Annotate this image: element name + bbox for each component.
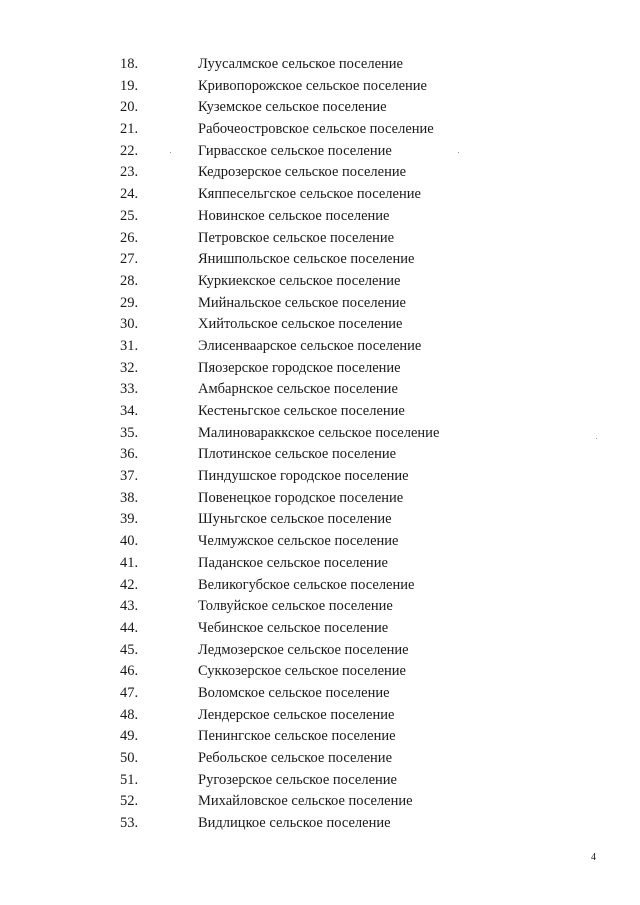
list-item	[0, 228, 640, 250]
list-item	[0, 466, 640, 488]
settlement-name: Великогубское сельское поселение	[198, 576, 415, 593]
item-number: 37.	[120, 468, 139, 485]
scan-speck	[170, 152, 171, 153]
list-item	[0, 423, 640, 445]
settlement-name: Плотинское сельское поселение	[198, 446, 397, 463]
list-item	[0, 488, 640, 510]
item-number: 23.	[120, 164, 139, 181]
settlement-name: Петровское сельское поселение	[198, 229, 395, 246]
item-number: 21.	[120, 121, 139, 138]
settlement-name: Видлицкое сельское поселение	[198, 815, 391, 832]
item-number: 28.	[120, 272, 139, 289]
settlement-name: Челмужское сельское поселение	[198, 533, 399, 550]
list-item	[0, 531, 640, 553]
item-number: 22.	[120, 142, 139, 159]
settlement-name: Кедрозерское сельское поселение	[198, 164, 407, 181]
list-item	[0, 54, 640, 76]
settlement-name: Суккозерское сельское поселение	[198, 663, 406, 680]
settlement-name: Ледмозерское сельское поселение	[198, 641, 409, 658]
list-item	[0, 661, 640, 683]
settlement-name: Мийнальское сельское поселение	[198, 294, 406, 311]
settlement-name: Хийтольское сельское поселение	[198, 316, 403, 333]
scan-speck	[596, 438, 597, 439]
item-number: 46.	[120, 663, 139, 680]
list-item	[0, 97, 640, 119]
item-number: 24.	[120, 186, 139, 203]
item-number: 34.	[120, 403, 139, 419]
list-item	[0, 184, 640, 206]
settlement-name: Элисенваарское сельское поселение	[198, 337, 422, 354]
item-number: 25.	[120, 207, 139, 224]
item-number: 52.	[120, 793, 139, 810]
list-item	[0, 141, 640, 163]
list-item	[0, 705, 640, 727]
settlement-name: Кяппесельгское сельское поселение	[198, 186, 421, 203]
list-item	[0, 813, 640, 835]
list-item	[0, 249, 640, 271]
settlement-name: Новинское сельское поселение	[198, 207, 390, 224]
item-number: 53.	[120, 815, 139, 832]
settlement-name: Шуньгское сельское поселение	[198, 511, 392, 528]
list-item	[0, 618, 640, 640]
item-number: 45.	[120, 641, 139, 658]
settlement-name: Воломское сельское поселение	[198, 684, 390, 701]
item-number: 41.	[120, 554, 139, 571]
settlement-name: Повенецкое городское поселение	[198, 489, 404, 506]
settlement-name: Кривопорожское сельское поселение	[198, 77, 427, 94]
list-item	[0, 683, 640, 705]
list-item	[0, 162, 640, 184]
item-number: 27.	[120, 251, 139, 268]
settlement-list	[0, 54, 640, 835]
list-item	[0, 553, 640, 575]
list-item	[0, 293, 640, 315]
scan-speck	[458, 152, 459, 153]
item-number: 32.	[120, 359, 139, 376]
list-item	[0, 596, 640, 618]
list-item	[0, 379, 640, 401]
settlement-name: Толвуйское сельское поселение	[198, 598, 393, 615]
item-number: 36.	[120, 446, 139, 463]
settlement-name: Лендерское сельское поселение	[198, 706, 395, 723]
list-item	[0, 509, 640, 531]
list-item	[0, 401, 640, 423]
item-number: 33.	[120, 381, 139, 398]
item-number: 18.	[120, 56, 139, 72]
settlement-name: Пенингское сельское поселение	[198, 728, 396, 745]
settlement-name: Паданское сельское поселение	[198, 554, 388, 571]
list-item	[0, 358, 640, 380]
list-item	[0, 748, 640, 770]
settlement-name: Ребольское сельское поселение	[198, 750, 393, 766]
item-number: 40.	[120, 533, 139, 550]
item-number: 35.	[120, 424, 139, 441]
list-item	[0, 726, 640, 748]
item-number: 51.	[120, 771, 139, 788]
page-number: 4	[591, 852, 596, 863]
settlement-name: Малиновараккское сельское поселение	[198, 424, 440, 441]
item-number: 42.	[120, 576, 139, 593]
item-number: 31.	[120, 337, 139, 354]
settlement-name: Рабочеостровское сельское поселение	[198, 121, 434, 138]
list-item	[0, 640, 640, 662]
list-item	[0, 271, 640, 293]
list-item	[0, 575, 640, 597]
list-item	[0, 444, 640, 466]
settlement-name: Гирвасское сельское поселение	[198, 142, 392, 159]
list-item	[0, 791, 640, 813]
list-item	[0, 206, 640, 228]
item-number: 19.	[120, 77, 139, 94]
item-number: 50.	[120, 750, 139, 766]
item-number: 38.	[120, 489, 139, 506]
item-number: 44.	[120, 619, 139, 636]
settlement-name: Кестеньгское сельское поселение	[198, 403, 405, 419]
list-item	[0, 119, 640, 141]
item-number: 48.	[120, 706, 139, 723]
settlement-name: Куземское сельское поселение	[198, 99, 387, 116]
item-number: 47.	[120, 684, 139, 701]
item-number: 49.	[120, 728, 139, 745]
settlement-name: Куркиекское сельское поселение	[198, 272, 401, 289]
list-item	[0, 770, 640, 792]
settlement-name: Пиндушское городское поселение	[198, 468, 409, 485]
list-item	[0, 314, 640, 336]
item-number: 20.	[120, 99, 139, 116]
item-number: 39.	[120, 511, 139, 528]
item-number: 29.	[120, 294, 139, 311]
item-number: 26.	[120, 229, 139, 246]
settlement-name: Янишпольское сельское поселение	[198, 251, 415, 268]
settlement-name: Амбарнское сельское поселение	[198, 381, 398, 398]
settlement-name: Ругозерское сельское поселение	[198, 771, 397, 788]
list-item	[0, 336, 640, 358]
settlement-name: Пяозерское городское поселение	[198, 359, 401, 376]
settlement-name: Луусалмское сельское поселение	[198, 56, 403, 72]
item-number: 43.	[120, 598, 139, 615]
settlement-name: Михайловское сельское поселение	[198, 793, 413, 810]
item-number: 30.	[120, 316, 139, 333]
settlement-name: Чебинское сельское поселение	[198, 619, 389, 636]
list-item	[0, 76, 640, 98]
